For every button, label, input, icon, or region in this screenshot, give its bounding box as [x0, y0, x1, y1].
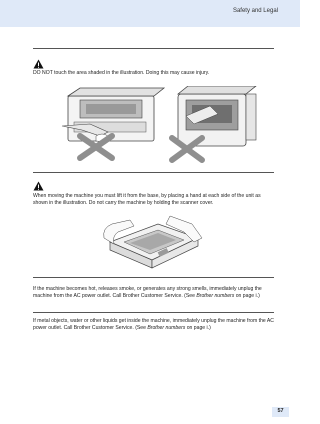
note-text: on page i.): [185, 325, 211, 332]
note-text: on page i.): [234, 293, 260, 300]
shaded-area-illustration: [60, 86, 265, 166]
section-divider: [33, 312, 274, 313]
section-divider: [33, 172, 274, 173]
warning-text-lifting: When moving the machine you must lift it from the base, by placing a hand at each side of the unit as shown in the illustration. Do not carry the machine by holding the scanner cover.: [33, 193, 261, 207]
warning-triangle-icon: [33, 181, 44, 191]
note-text: If metal objects, water or other liquids get inside the machine, immediately unplug the machine from the AC power outlet. Call Brother Customer Service. (See: [33, 318, 274, 332]
note-hot-machine: [33, 286, 275, 301]
header-title: Safety and Legal: [232, 8, 278, 14]
note-text: If the machine becomes hot, releases smoke, or generates any strong smells, immediately unplug the machine from the AC power outlet. Call Brother Customer Service. (See: [33, 286, 262, 300]
warning-text-touch: DO NOT touch the area shaded in the illustration. Doing this may cause injury.: [33, 70, 210, 76]
note-liquids: [33, 318, 275, 333]
lifting-machine-illustration: [100, 212, 205, 272]
note-emphasis: Brother numbers: [196, 293, 235, 300]
note-emphasis: Brother numbers: [147, 325, 186, 332]
warning-triangle-icon: [33, 59, 44, 69]
page-number: 57: [277, 408, 284, 414]
section-divider: [33, 277, 274, 278]
page-number-box: [272, 407, 289, 417]
machine-right-drawing: [178, 86, 256, 146]
section-divider: [33, 48, 274, 49]
